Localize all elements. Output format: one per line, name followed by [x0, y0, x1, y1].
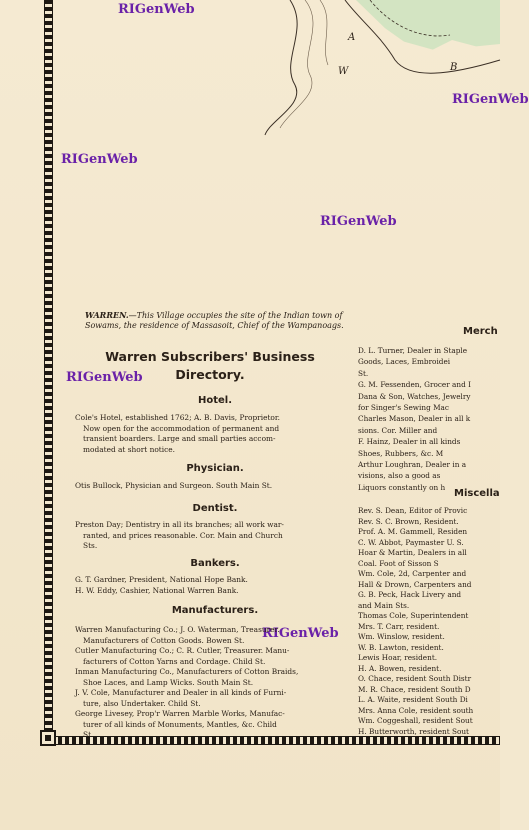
- physician-heading: Physician.: [186, 463, 244, 474]
- entry-line: Shoe Laces, and Lamp Wicks. South Main St.: [83, 677, 254, 687]
- manufacturers-entry: [75, 625, 355, 741]
- entry-line: L. A. Waite, resident South Di: [358, 695, 468, 704]
- entry-line: Hall & Drown, Carpenters and: [358, 579, 472, 589]
- directory-title-line2: Directory.: [175, 367, 245, 382]
- manufacturers-heading: Manufacturers.: [171, 605, 259, 616]
- entry-line: sions. Cor. Miller and: [358, 425, 438, 435]
- entry-line: Charles Mason, Dealer in all k: [358, 414, 471, 424]
- entry-line: facturers of Cotton Yarns and Cordage. Child St.: [83, 656, 266, 666]
- entry-line: Shoes, Rubbers, &c. M: [358, 448, 444, 458]
- entry-line: Prof. A. M. Gammell, Residen: [358, 527, 468, 536]
- entry-line: Inman Manufacturing Co., Manufacturers of Cotton Braids,: [75, 667, 299, 676]
- directory-title: [80, 348, 340, 384]
- map-label-a: A: [348, 32, 356, 43]
- entry-line: and Main Sts.: [358, 600, 410, 610]
- map-label-w: W: [338, 66, 349, 77]
- map-border-corner: [40, 730, 56, 746]
- hotel-heading: Hotel.: [197, 395, 233, 406]
- miscellaneous-heading: Miscella: [454, 488, 500, 499]
- entry-line: for Singer's Sewing Mac: [358, 403, 449, 413]
- merchants-list: [358, 345, 500, 493]
- entry-line: modated at short notice.: [83, 444, 176, 454]
- entry-line: Cutler Manufacturing Co.; C. R. Cutler, Treasurer. Manu-: [75, 646, 290, 655]
- watermark: RIGenWeb: [320, 214, 397, 229]
- entry-line: F. Hainz, Dealer in all kinds: [358, 437, 461, 447]
- entry-line: Hoar & Martin, Dealers in all: [358, 548, 467, 557]
- entry-line: H. Butterworth, resident Sout: [358, 726, 469, 736]
- entry-line: transient boarders. Large and small parties accom-: [83, 434, 276, 443]
- watermark: RIGenWeb: [66, 370, 143, 385]
- dentist-entry: [75, 520, 355, 552]
- entry-line: Goods, Laces, Embroidei: [358, 357, 451, 367]
- entry-line: G. M. Fessenden, Grocer and I: [358, 380, 471, 390]
- entry-line: G. B. Peck, Hack Livery and: [358, 590, 462, 599]
- entry-line: Wm. Coggeshall, resident Sout: [358, 716, 473, 725]
- entry-line: W. B. Lawton, resident.: [358, 642, 444, 652]
- entry-line: Cole's Hotel, established 1762; A. B. Davis, Proprietor.: [75, 413, 280, 422]
- watermark: RIGenWeb: [118, 2, 195, 17]
- entry-line: George Livesey, Prop'r Warren Marble Works, Manufac-: [75, 709, 285, 718]
- map-border-left: [44, 0, 53, 742]
- bankers-entry: [75, 575, 355, 596]
- entry-line: Liquors constantly on h: [358, 482, 446, 492]
- entry-line: Mrs. T. Carr, resident.: [358, 621, 440, 631]
- dentist-heading: Dentist.: [192, 503, 238, 514]
- entry-line: turer of all kinds of Monuments, Mantles, &c. Child: [83, 719, 277, 729]
- watermark: RIGenWeb: [262, 626, 339, 641]
- directory-title-line1: Warren Subscribers' Business: [105, 349, 315, 364]
- village-name: WARREN.: [85, 310, 129, 320]
- watermark: RIGenWeb: [61, 152, 138, 167]
- entry-line: ranted, and prices reasonable. Cor. Main and Church: [83, 530, 283, 540]
- entry-line: Now open for the accommodation of permanent and: [83, 423, 280, 433]
- entry-line: Otis Bullock, Physician and Surgeon. South Main St.: [75, 481, 273, 490]
- entry-line: Arthur Loughran, Dealer in a: [358, 460, 467, 470]
- entry-line: Mrs. Anna Cole, resident south: [358, 705, 474, 715]
- entry-line: Coal. Foot of Sisson S: [358, 558, 439, 568]
- entry-line: M. R. Chace, resident South D: [358, 684, 471, 694]
- entry-line: Rev. S. Dean, Editor of Provic: [358, 506, 468, 515]
- entry-line: Preston Day; Dentistry in all its branches; all work war-: [75, 520, 284, 529]
- physician-entry: [75, 481, 355, 492]
- village-note: [85, 310, 355, 331]
- entry-line: J. V. Cole, Manufacturer and Dealer in all kinds of Furni-: [75, 688, 287, 697]
- entry-line: St.: [358, 368, 369, 378]
- entry-line: C. W. Abbot, Paymaster U. S.: [358, 537, 464, 547]
- bankers-heading: Bankers.: [190, 558, 240, 569]
- entry-line: Thomas Cole, Superintendent: [358, 611, 469, 620]
- entry-line: O. Chace, resident South Distr: [358, 674, 472, 683]
- map-label-b: B: [450, 62, 458, 73]
- village-description: —This Village occupies the site of the Indian town of Sowams, the residence of Massasoit, Chief of the Wampanoags.: [85, 311, 344, 330]
- watermark: RIGenWeb: [452, 92, 529, 107]
- merchants-heading: Merch: [463, 326, 498, 337]
- entry-line: visions, also a good as: [358, 471, 441, 481]
- entry-line: D. L. Turner, Dealer in Staple: [358, 346, 468, 355]
- entry-line: Wm. Cole, 2d, Carpenter and: [358, 569, 467, 578]
- entry-line: Manufacturers of Cotton Goods. Bowen St.: [83, 635, 245, 645]
- hotel-entry: [75, 413, 355, 455]
- entry-line: Sts.: [83, 541, 98, 550]
- map-coastline: [250, 0, 500, 140]
- miscellaneous-list: [358, 506, 500, 737]
- entry-line: ture, also Undertaker. Child St.: [83, 698, 201, 708]
- entry-line: Dana & Son, Watches, Jewelry: [358, 391, 471, 401]
- entry-line: Warren Manufacturing Co.; J. O. Waterman, Treasurer.: [75, 625, 280, 634]
- entry-line: St.: [83, 730, 94, 739]
- entry-line: H. A. Bowen, resident.: [358, 663, 442, 673]
- entry-line: Lewis Hoar, resident.: [358, 653, 438, 662]
- entry-line: Wm. Winslow, resident.: [358, 632, 445, 641]
- entry-line: Rev. S. C. Brown, Resident.: [358, 516, 459, 526]
- entry-line: H. W. Eddy, Cashier, National Warren Bank.: [75, 585, 239, 595]
- entry-line: G. T. Gardner, President, National Hope Bank.: [75, 575, 248, 584]
